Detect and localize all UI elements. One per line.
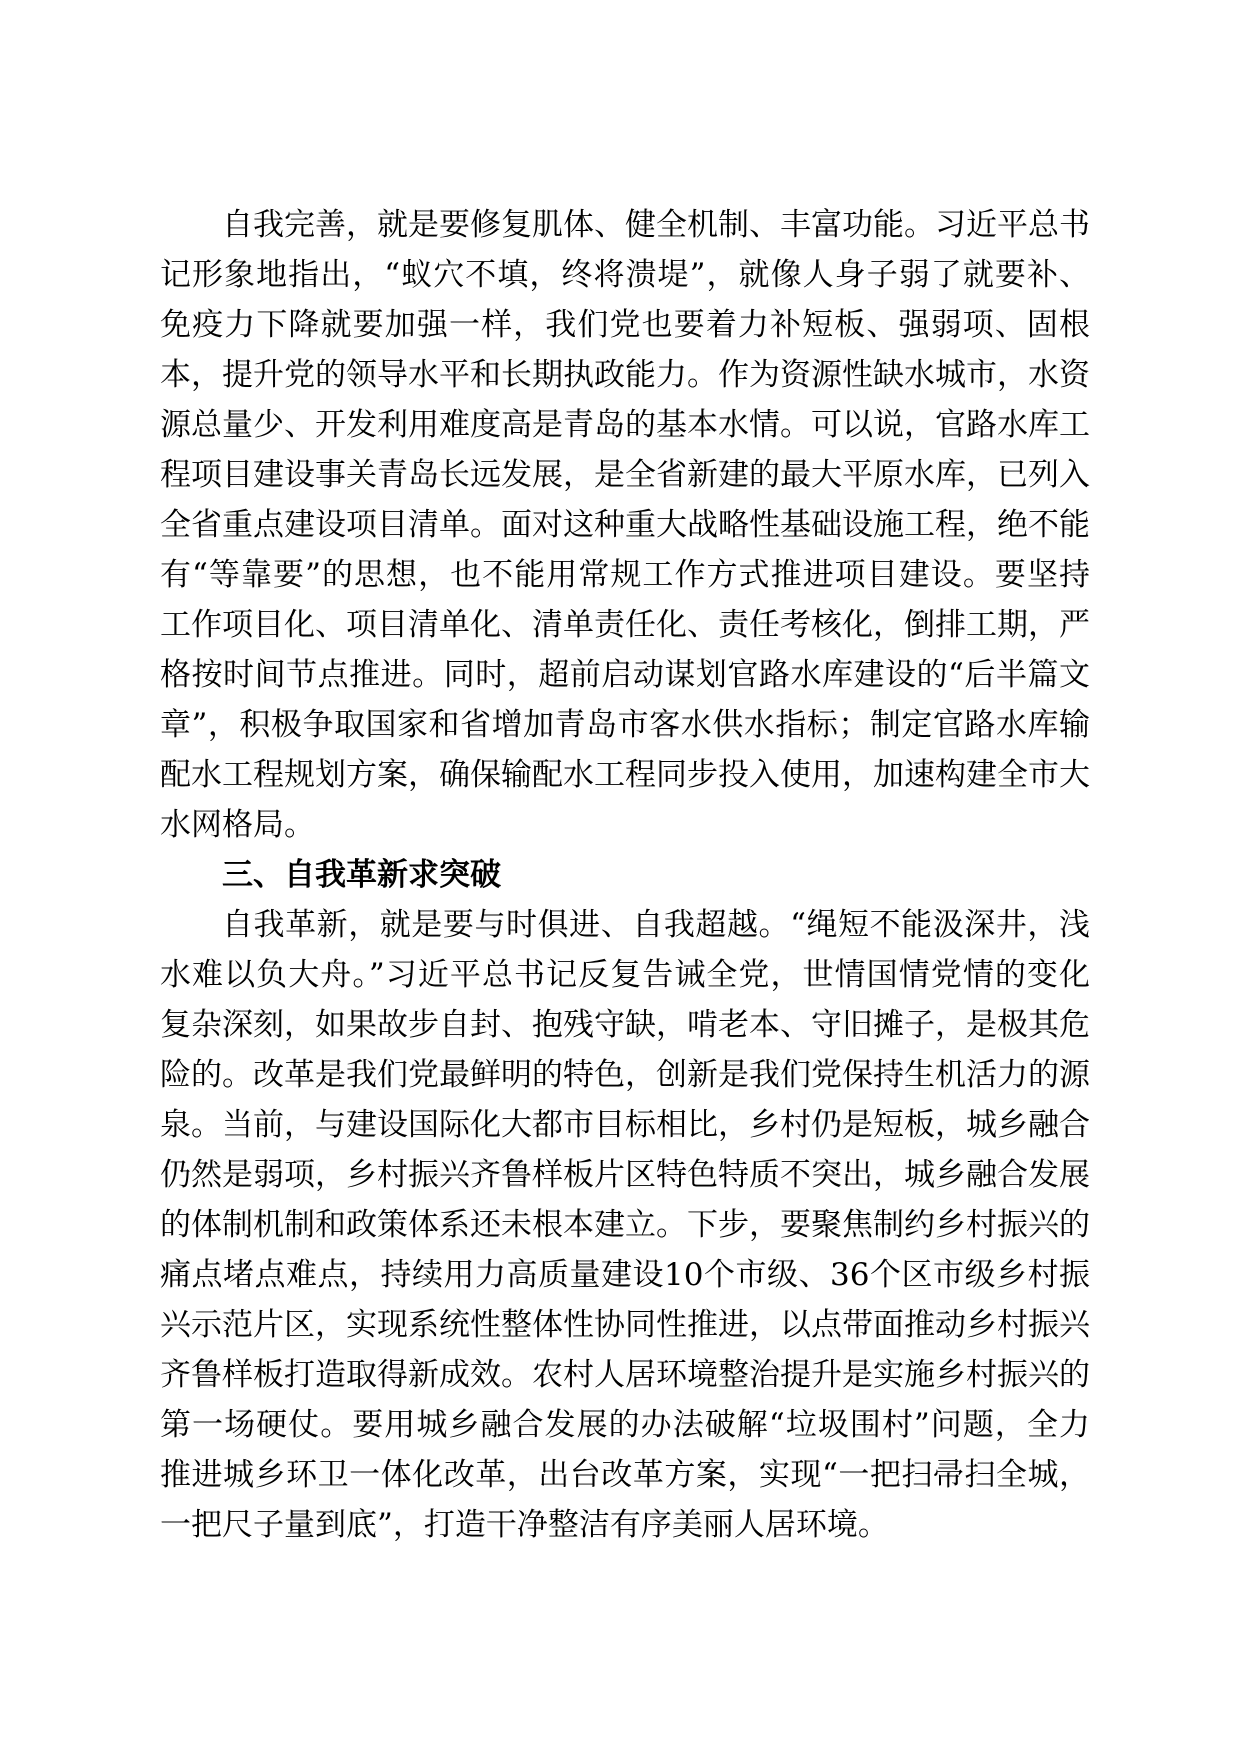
document-page bbox=[160, 200, 1090, 1550]
body-paragraph: 自我革新，就是要与时俱进、自我超越。“绳短不能汲深井，浅水难以负大舟。”习近平总书记反复告诫全党，世情国情党情的变化复杂深刻，如果故步自封、抱残守缺，啃老本、守旧摊子，是极其危险的。改革是我们党最鲜明的特色，创新是我们党保持生机活力的源泉。当前，与建设国际化大都市目标相比，乡村仍是短板，城乡融合仍然是弱项，乡村振兴齐鲁样板片区特色特质不突出，城乡融合发展的体制机制和政策体系还未根本建立。下步，要聚焦制约乡村振兴的痛点堵点难点，持续用力高质量建设10个市级、36个区市级乡村振兴示范片区，实现系统性整体性协同性推进，以点带面推动乡村振兴齐鲁样板打造取得新成效。农村人居环境整治提升是实施乡村振兴的第一场硬仗。要用城乡融合发展的办法破解“垃圾围村”问题，全力推进城乡环卫一体化改革，出台改革方案，实现“一把扫帚扫全城，一把尺子量到底”，打造干净整洁有序美丽人居环境。 bbox=[160, 907, 1090, 1543]
section-heading: 三、自我革新求突破 bbox=[222, 857, 501, 893]
body-paragraph: 自我完善，就是要修复肌体、健全机制、丰富功能。习近平总书记形象地指出，“蚁穴不填，终将溃堤”，就像人身子弱了就要补、免疫力下降就要加强一样，我们党也要着力补短板、强弱项、固根本，提升党的领导水平和长期执政能力。作为资源性缺水城市，水资源总量少、开发利用难度高是青岛的基本水情。可以说，官路水库工程项目建设事关青岛长远发展，是全省新建的最大平原水库，已列入全省重点建设项目清单。面对这种重大战略性基础设施工程，绝不能有“等靠要”的思想，也不能用常规工作方式推进项目建设。要坚持工作项目化、项目清单化、清单责任化、责任考核化，倒排工期，严格按时间节点推进。同时，超前启动谋划官路水库建设的“后半篇文章”，积极争取国家和省增加青岛市客水供水指标；制定官路水库输配水工程规划方案，确保输配水工程同步投入使用，加速构建全市大水网格局。 bbox=[160, 207, 1090, 843]
